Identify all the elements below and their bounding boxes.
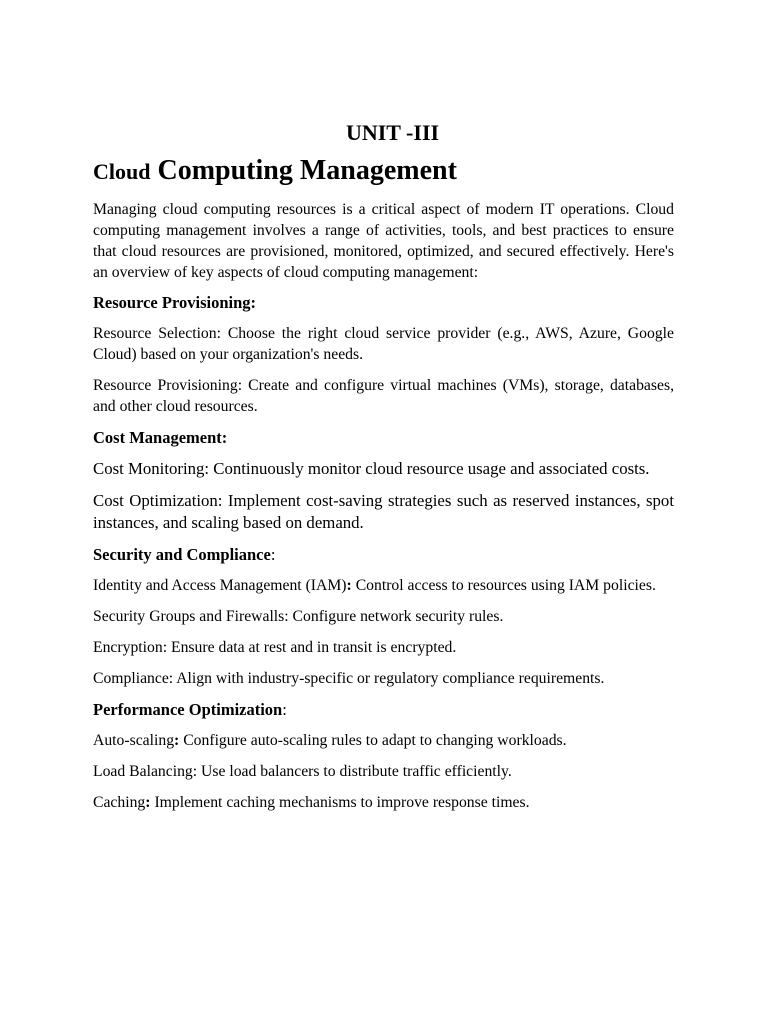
paragraph-caching — [93, 792, 674, 813]
document-body — [93, 118, 674, 823]
heading-colon: : — [270, 545, 276, 564]
caching-colon: : — [145, 794, 151, 811]
paragraph-encryption: Encryption: Ensure data at rest and in transit is encrypted. — [93, 639, 457, 656]
section-heading-performance-optimization — [93, 699, 674, 720]
section-heading-resource-provisioning: Resource Provisioning: — [93, 293, 257, 312]
iam-text: Control access to resources using IAM policies. — [351, 577, 656, 594]
paragraph-resource-selection: Resource Selection: Choose the right cloud service provider (e.g., AWS, Azure, Google Cloud) based on your organization's needs. — [93, 325, 674, 363]
page-title — [93, 154, 674, 189]
auto-scaling-text: Configure auto-scaling rules to adapt to changing workloads. — [179, 732, 567, 749]
title-word-cloud: Cloud — [93, 159, 151, 184]
section-heading-security-compliance — [93, 544, 674, 565]
iam-term: Identity and Access Management (IAM) — [93, 577, 347, 594]
caching-text: Implement caching mechanisms to improve response times. — [150, 794, 530, 811]
caching-term: Caching — [93, 794, 146, 811]
heading-text: Security and Compliance — [93, 545, 271, 564]
paragraph-cost-monitoring: Cost Monitoring: Continuously monitor cloud resource usage and associated costs. — [93, 459, 650, 478]
paragraph-auto-scaling — [93, 730, 674, 751]
unit-heading: UNIT -III — [345, 120, 440, 145]
paragraph-resource-provisioning: Resource Provisioning: Create and configure virtual machines (VMs), storage, databases, and other cloud resources. — [93, 377, 674, 415]
paragraph-load-balancing: Load Balancing: Use load balancers to distribute traffic efficiently. — [93, 763, 512, 780]
heading-colon: : — [282, 700, 287, 719]
auto-scaling-term: Auto-scaling — [93, 732, 175, 749]
heading-text: Performance Optimization — [93, 700, 283, 719]
paragraph-iam — [93, 575, 674, 596]
title-rest: Computing Management — [157, 155, 457, 186]
paragraph-cost-optimization: Cost Optimization: Implement cost-saving strategies such as reserved instances, spot instances, and scaling based on demand. — [93, 491, 674, 532]
paragraph-compliance: Compliance: Align with industry-specific or regulatory compliance requirements. — [93, 670, 605, 687]
auto-scaling-colon: : — [174, 732, 180, 749]
iam-colon: : — [346, 577, 352, 594]
section-heading-cost-management: Cost Management: — [93, 428, 228, 447]
intro-paragraph: Managing cloud computing resources is a critical aspect of modern IT operations. Cloud computing management involves a range of activities, tools, and best practices to ensure that cloud resources are provisioned, monitored, optimized, and secured effectively. Here's an overview of key aspects of cloud computing management: — [93, 201, 674, 281]
paragraph-security-groups: Security Groups and Firewalls: Configure network security rules. — [93, 608, 504, 625]
